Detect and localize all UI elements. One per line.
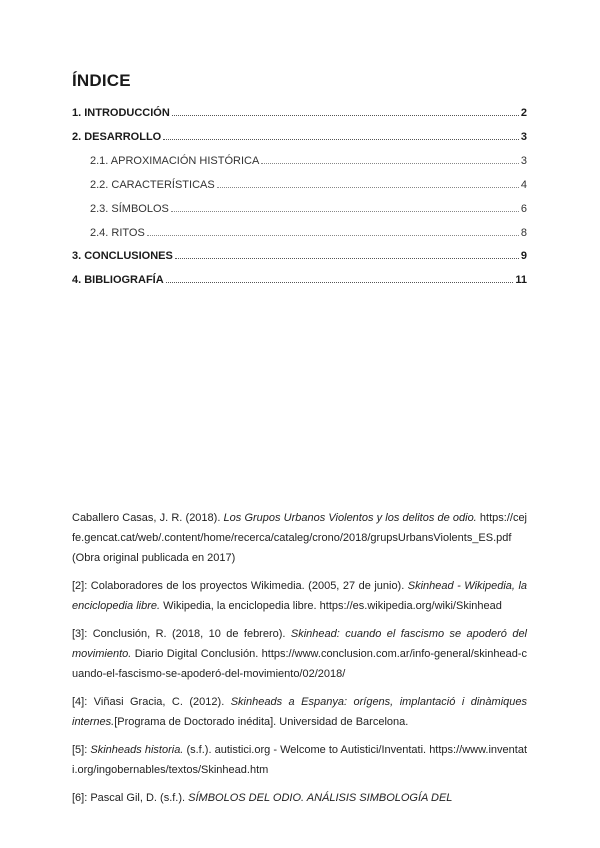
- toc-entry-ritos[interactable]: [90, 227, 527, 239]
- ref-author-date: [2]: Colaboradores de los proyectos Wikimedia. (2005, 27 de junio).: [72, 580, 408, 592]
- bibliography-entry: [72, 624, 527, 684]
- toc-entry-label: 1. INTRODUCCIÓN: [72, 107, 170, 119]
- ref-url-link[interactable]: https://es.wikipedia.org/wiki/Skinhead: [319, 600, 502, 612]
- toc-entry-label: 2.1. APROXIMACIÓN HISTÓRICA: [90, 155, 260, 167]
- ref-url-link[interactable]: https://www.inventati.org/ingobernables/textos/Skinhead.htm: [72, 744, 528, 776]
- toc-entry-label: 2.2. CARACTERÍSTICAS: [90, 179, 215, 191]
- toc-leader-dots: [172, 114, 519, 116]
- ref-source: Wikipedia, la enciclopedia libre.: [160, 600, 320, 612]
- ref-title: Skinheads a Espanya: orígens, implantació i dinàmiques internes.: [72, 696, 527, 728]
- toc-entry-introduccion[interactable]: [72, 107, 527, 119]
- toc-leader-dots: [163, 138, 519, 140]
- toc-page-number: 3: [520, 131, 527, 143]
- bibliography-entry: [72, 788, 527, 808]
- toc-entry-label: 2.4. RITOS: [90, 227, 145, 239]
- toc-page-number: 3: [520, 155, 527, 167]
- toc-entry-label: 2.3. SÍMBOLOS: [90, 203, 169, 215]
- toc-leader-dots: [166, 281, 514, 283]
- ref-source: Diario Digital Conclusión.: [131, 648, 262, 660]
- toc-entry-desarrollo[interactable]: [72, 131, 527, 143]
- toc-leader-dots: [175, 257, 519, 259]
- toc-entry-bibliografia[interactable]: [72, 274, 527, 286]
- toc-page-number: 2: [520, 107, 527, 119]
- ref-source: [Programa de Doctorado inédita]. Universidad de Barcelona.: [114, 716, 409, 728]
- bibliography-entry: [72, 576, 527, 616]
- toc-leader-dots: [147, 234, 519, 236]
- toc-page-number: 9: [520, 250, 527, 262]
- ref-title: Los Grupos Urbanos Violentos y los delitos de odio.: [223, 512, 477, 524]
- bibliography-entry: [72, 508, 527, 568]
- toc-page-number: 11: [515, 274, 527, 286]
- toc-leader-dots: [217, 186, 519, 188]
- toc-page-number: 8: [520, 227, 527, 239]
- ref-title: Skinhead: cuando el fascismo se apoderó del movimiento.: [72, 628, 528, 660]
- bibliography-entry: [72, 740, 527, 780]
- toc-entry-label: 4. BIBLIOGRAFÍA: [72, 274, 164, 286]
- toc-entry-simbolos[interactable]: [90, 203, 527, 215]
- ref-author-date: [4]: Viñasi Gracia, C. (2012).: [72, 696, 231, 708]
- toc-entry-conclusiones[interactable]: [72, 250, 527, 262]
- ref-source: (s.f.). autistici.org - Welcome to Autistici/Inventati.: [183, 744, 430, 756]
- ref-author-date: Caballero Casas, J. R. (2018).: [72, 512, 224, 524]
- toc-entry-label: 3. CONCLUSIONES: [72, 250, 173, 262]
- toc-entry-aproximacion-historica[interactable]: [90, 155, 527, 167]
- ref-url-link[interactable]: https://cejfe.gencat.cat/web/.content/home/recerca/cataleg/crono/2018/grupsUrbansViolents_ES.pdf: [72, 512, 527, 544]
- bibliography-list: [72, 508, 527, 816]
- ref-url-link[interactable]: https://www.conclusion.com.ar/info-general/skinhead-cuando-el-fascismo-se-apoderó-del-movimiento/02/2018/: [72, 648, 527, 680]
- toc-entry-caracteristicas[interactable]: [90, 179, 527, 191]
- ref-title: Skinheads historia.: [90, 744, 184, 756]
- ref-title: Skinhead - Wikipedia, la enciclopedia libre.: [72, 580, 527, 612]
- toc-entry-label: 2. DESARROLLO: [72, 131, 162, 143]
- ref-note: (Obra original publicada en 2017): [72, 552, 236, 564]
- toc-title: ÍNDICE: [72, 71, 131, 90]
- ref-author-date: [3]: Conclusión, R. (2018, 10 de febrero).: [72, 628, 291, 640]
- toc-leader-dots: [171, 210, 519, 212]
- ref-author-date: [6]: Pascal Gil, D. (s.f.).: [72, 792, 189, 804]
- ref-author-date: [5]:: [72, 744, 91, 756]
- toc-page-number: 6: [520, 203, 527, 215]
- toc-leader-dots: [261, 162, 519, 164]
- bibliography-entry: [72, 692, 527, 732]
- toc-page-number: 4: [520, 179, 527, 191]
- ref-title: SÍMBOLOS DEL ODIO. ANÁLISIS SIMBOLOGÍA DEL: [188, 792, 453, 804]
